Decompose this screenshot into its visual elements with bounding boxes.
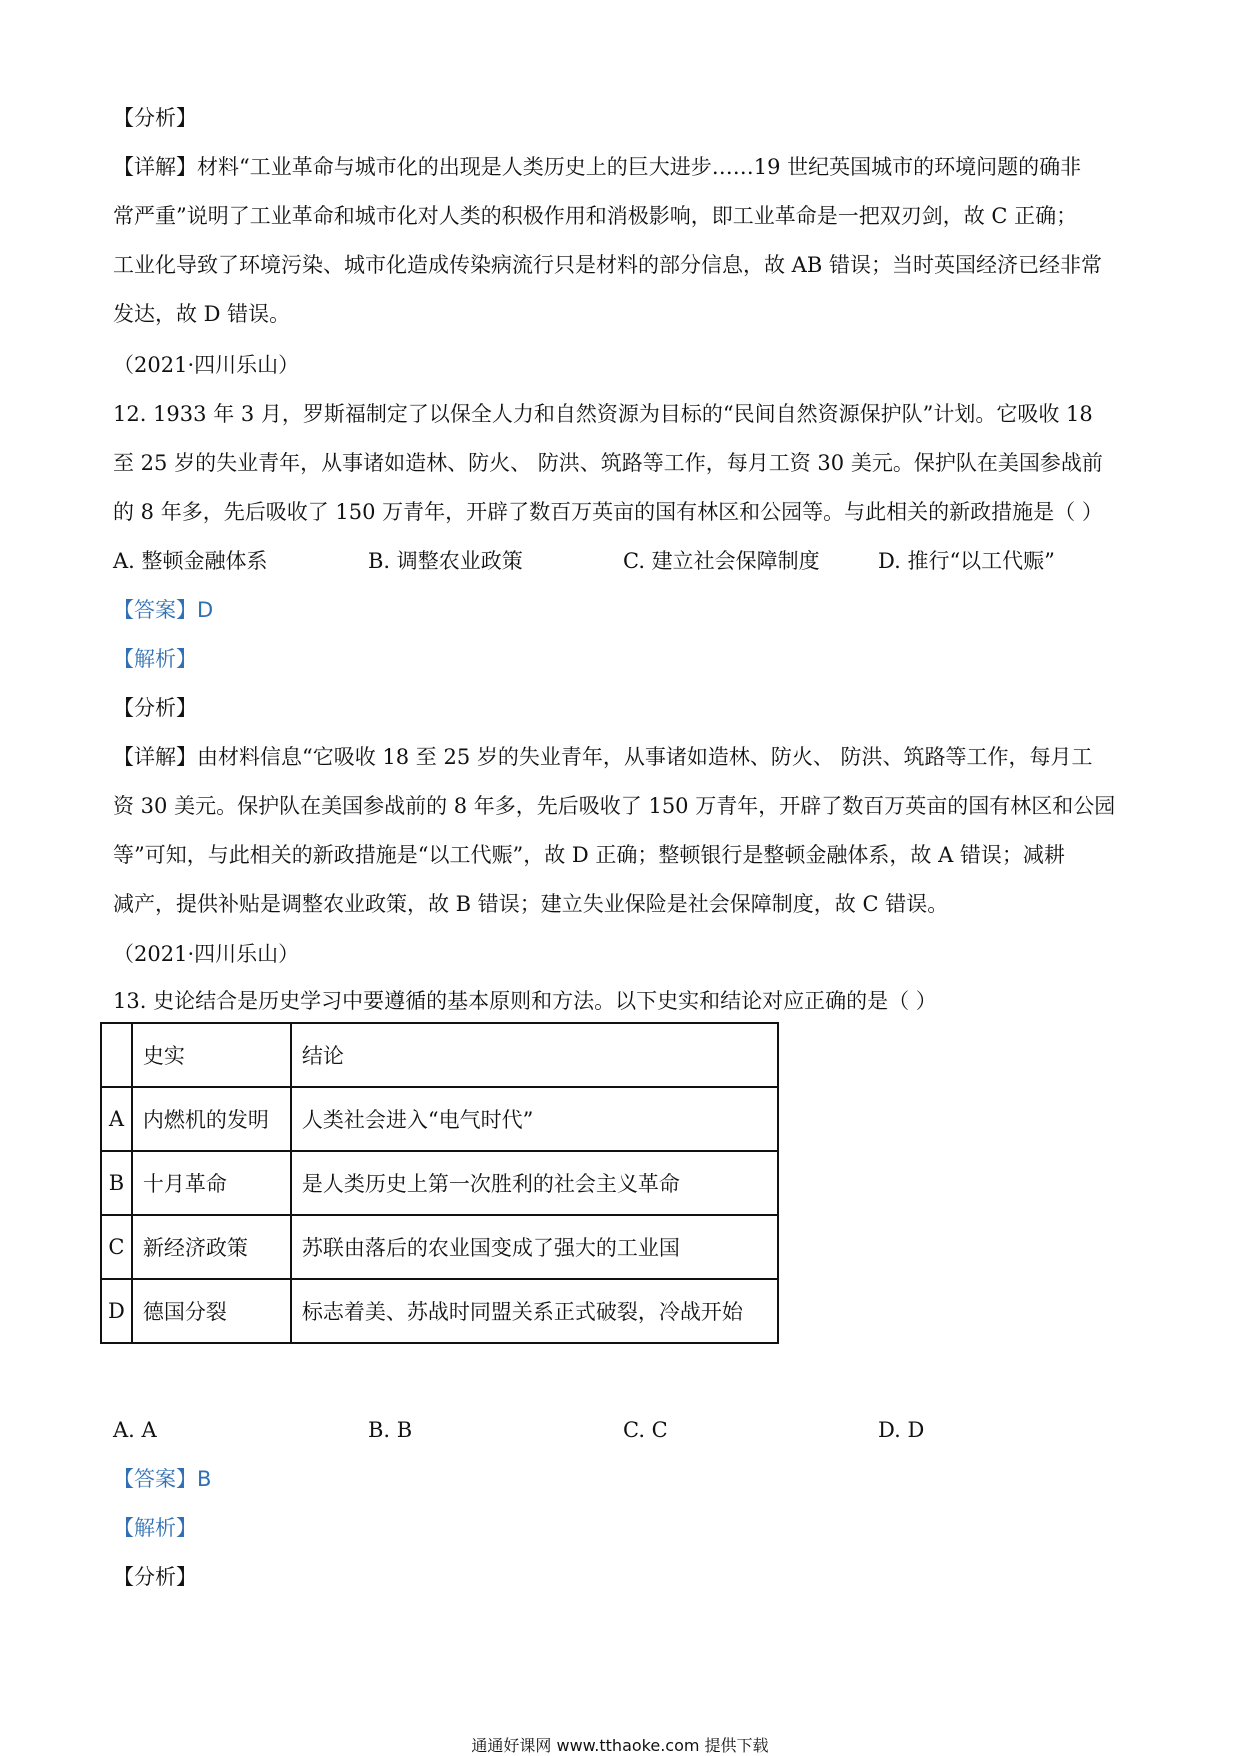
table-header-row	[101, 1023, 778, 1087]
answer-value: D	[197, 598, 214, 622]
table-cell-conclusion: 人类社会进入“电气时代”	[291, 1087, 778, 1151]
option-b: B. B	[368, 1418, 413, 1442]
analysis-heading: 【分析】	[113, 696, 197, 720]
question-stem-line: 12. 1933 年 3 月，罗斯福制定了以保全人力和自然资源为目标的“民间自然资源保护队”计划。它吸收 18	[113, 402, 1093, 426]
table-header-cell: 结论	[291, 1023, 778, 1087]
option-a: A. 整顿金融体系	[113, 549, 268, 573]
option-d: D. 推行“以工代赈”	[878, 549, 1055, 573]
table-header-cell: 史实	[132, 1023, 291, 1087]
table-cell-fact: 新经济政策	[132, 1215, 291, 1279]
detail-line: 【详解】由材料信息“它吸收 18 至 25 岁的失业青年，从事诸如造林、防火、 防洪、筑路等工作，每月工	[113, 745, 1093, 769]
question-table	[100, 1022, 779, 1344]
option-c: C. C	[623, 1418, 668, 1442]
table-cell-letter: B	[101, 1151, 132, 1215]
table-cell-conclusion: 标志着美、苏战时同盟关系正式破裂，冷战开始	[291, 1279, 778, 1343]
question-source: （2021·四川乐山）	[113, 353, 300, 377]
table-row	[101, 1279, 778, 1343]
answer-label: 【答案】	[113, 1467, 197, 1491]
table-cell-letter: C	[101, 1215, 132, 1279]
table-cell-fact: 德国分裂	[132, 1279, 291, 1343]
answer-value: B	[197, 1467, 212, 1491]
detail-line: 【详解】材料“工业革命与城市化的出现是人类历史上的巨大进步……19 世纪英国城市的环境问题的确非	[113, 155, 1082, 179]
table-cell-conclusion: 苏联由落后的农业国变成了强大的工业国	[291, 1215, 778, 1279]
table-row	[101, 1151, 778, 1215]
option-c: C. 建立社会保障制度	[623, 549, 820, 573]
detail-line: 等”可知，与此相关的新政措施是“以工代赈”，故 D 正确；整顿银行是整顿金融体系，故 A 错误；减耕	[113, 843, 1065, 867]
answer-line	[113, 1465, 211, 1493]
detail-line: 常严重”说明了工业革命和城市化对人类的积极作用和消极影响，即工业革命是一把双刃剑，故 C 正确；	[113, 204, 1078, 228]
detail-line: 减产，提供补贴是调整农业政策，故 B 错误；建立失业保险是社会保障制度，故 C 错误。	[113, 892, 949, 916]
analysis-heading: 【分析】	[113, 1565, 197, 1589]
table-cell-letter: A	[101, 1087, 132, 1151]
table-cell-fact: 十月革命	[132, 1151, 291, 1215]
question-stem: 13. 史论结合是历史学习中要遵循的基本原则和方法。以下史实和结论对应正确的是（ ）	[113, 989, 937, 1013]
table-cell-letter: D	[101, 1279, 132, 1343]
option-d: D. D	[878, 1418, 925, 1442]
detail-line: 工业化导致了环境污染、城市化造成传染病流行只是材料的部分信息，故 AB 错误；当时英国经济已经非常	[113, 253, 1102, 277]
answer-label: 【答案】	[113, 598, 197, 622]
page-footer: 通通好课网 www.tthaoke.com 提供下载	[471, 1736, 769, 1755]
table-header-cell	[101, 1023, 132, 1087]
answer-line	[113, 596, 213, 624]
option-a: A. A	[113, 1418, 157, 1442]
jiexi-heading: 【解析】	[113, 1516, 197, 1540]
option-b: B. 调整农业政策	[368, 549, 523, 573]
analysis-heading: 【分析】	[113, 106, 197, 130]
table-row	[101, 1215, 778, 1279]
table-row	[101, 1087, 778, 1151]
detail-line: 资 30 美元。保护队在美国参战前的 8 年多，先后吸收了 150 万青年，开辟了数百万英亩的国有林区和公园	[113, 794, 1116, 818]
question-source: （2021·四川乐山）	[113, 942, 300, 966]
table-cell-fact: 内燃机的发明	[132, 1087, 291, 1151]
question-stem-line: 的 8 年多，先后吸收了 150 万青年，开辟了数百万英亩的国有林区和公园等。与此相关的新政措施是（ ）	[113, 500, 1103, 524]
jiexi-heading: 【解析】	[113, 647, 197, 671]
detail-line: 发达，故 D 错误。	[113, 302, 291, 326]
question-stem-line: 至 25 岁的失业青年，从事诸如造林、防火、 防洪、筑路等工作，每月工资 30 美元。保护队在美国参战前	[113, 451, 1103, 475]
table-cell-conclusion: 是人类历史上第一次胜利的社会主义革命	[291, 1151, 778, 1215]
